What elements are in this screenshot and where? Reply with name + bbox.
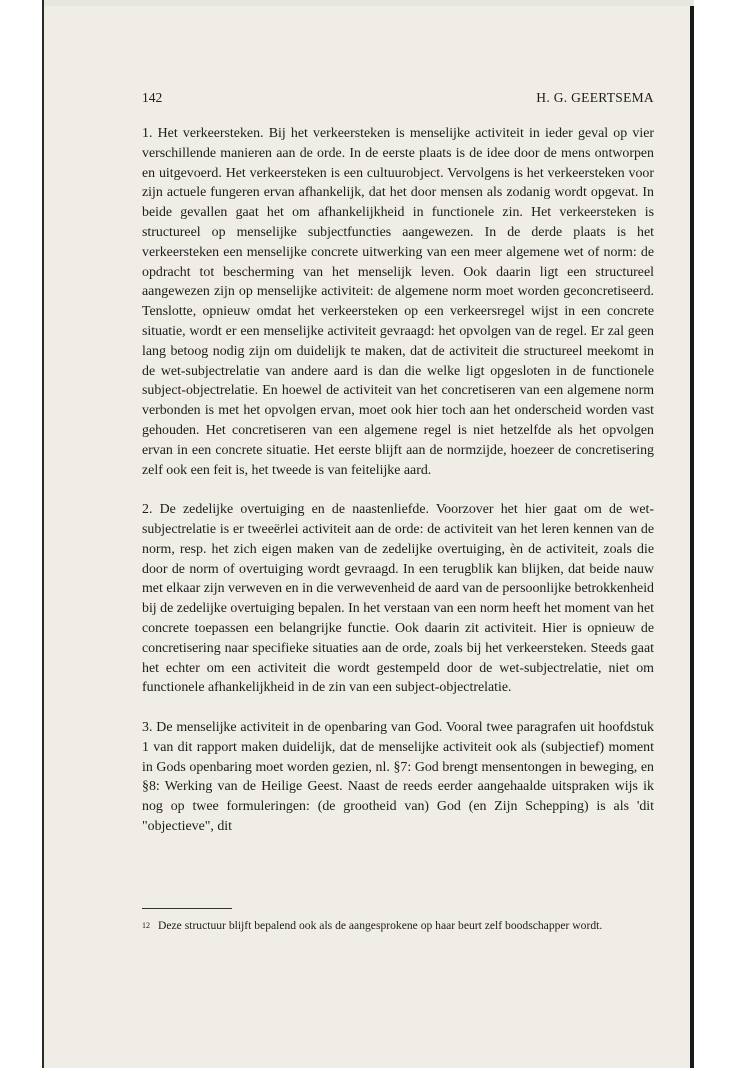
running-header [142, 90, 654, 108]
footnote-divider [142, 908, 232, 909]
footnote-text: Deze structuur blijft bepalend ook als de aangesprokene op haar beurt zelf boodschapper wordt. [158, 919, 603, 932]
page-number: 142 [142, 90, 163, 105]
footnote [142, 918, 654, 933]
page-left-edge [42, 0, 44, 1068]
footnote-number: 12 [142, 921, 150, 930]
paragraph-verkeersteken: 1. Het verkeersteken. Bij het verkeersteken is menselijke activiteit in ieder geval op vier verschillende manieren aan de orde. In de eerste plaats is de idee door de mens ontworpen en uitgevoerd. Het verkeersteken is een cultuurobject. Vervolgens is het verkeersteken voor zijn actuele fungeren ervan afhankelijk, dat het door mensen als zodanig wordt opgevat. In beide gevallen gaat het om afhankelijkheid in functionele zin. Het verkeersteken is structureel op menselijke subjectfuncties aangewezen. In de derde plaats is het verkeersteken een menselijke concrete uitwerking van een meer algemene wet of norm: de opdracht tot bescherming van het menselijk leven. Ook daarin ligt een structureel aangewezen zijn op menselijke activiteit: de algemene norm moet worden geconcretiseerd. Tenslotte, opnieuw omdat het verkeersteken op een verkeersregel wijst in een concrete situatie, wordt er een menselijke activiteit gevraagd: het opvolgen van de regel. Er zal geen lang betoog nodig zijn om duidelijk te maken, dat de activiteit die structureel meekomt in de wet-subjectrelatie van andere aard is dan die welke ligt opgesloten in de functionele subject-objectrelatie. En hoewel de activiteit van het concretiseren van een algemene norm verbonden is met het opvolgen ervan, moet ook hier toch aan het onderscheid worden vast gehouden. Het concretiseren van een algemene regel is niet hetzelfde als het opvolgen ervan in een concrete situatie. Het eerste blijft aan de normzijde, hoezeer de concretisering zelf ook een feit is, het tweede is van feitelijke aard. [142, 126, 654, 478]
page-top-edge [42, 0, 694, 6]
running-head-author: H. G. GEERTSEMA [536, 90, 654, 105]
paragraph-zedelijke-overtuiging: 2. De zedelijke overtuiging en de naastenliefde. Voorzover het hier gaat om de wet-subjectrelatie is er tweeërlei activiteit aan de orde: de activiteit van het leren kennen van de norm, resp. het zich eigen maken van de zedelijke overtuiging, èn de activiteit, zoals die door de norm of overtuiging wordt gevraagd. In een terugblik kan blijken, dat beide nauw met elkaar zijn verweven en in die verwevenheid de aard van de persoonlijke betrokkenheid bij de zedelijke overtuiging bepalen. In het verstaan van een norm heeft het moment van het concrete toepassen een belangrijke functie. Ook daarin zit activiteit. Hier is opnieuw de concretisering naar specifieke situaties aan de orde, zoals bij het verkeersteken. Steeds gaat het echter om een activiteit die wordt gestempeld door de wet-subjectrelatie, niet om functionele afhankelijkheid in de zin van een subject-objectrelatie. [142, 502, 654, 696]
body-text [142, 124, 654, 837]
page-right-edge [690, 6, 694, 1068]
paragraph-openbaring: 3. De menselijke activiteit in de openbaring van God. Vooral twee paragrafen uit hoofdstuk 1 van dit rapport maken duidelijk, dat de menselijke activiteit ook als (subjectief) moment in Gods openbaring moet worden gezien, nl. §7: God brengt mensentongen in beweging, en §8: Werking van de Heilige Geest. Naast de reeds eerder aangehaalde uitspraken wijs ik nog op twee formuleringen: (de grootheid van) God (en Zijn Schepping) is als 'dit "objectieve", dit [142, 719, 654, 834]
